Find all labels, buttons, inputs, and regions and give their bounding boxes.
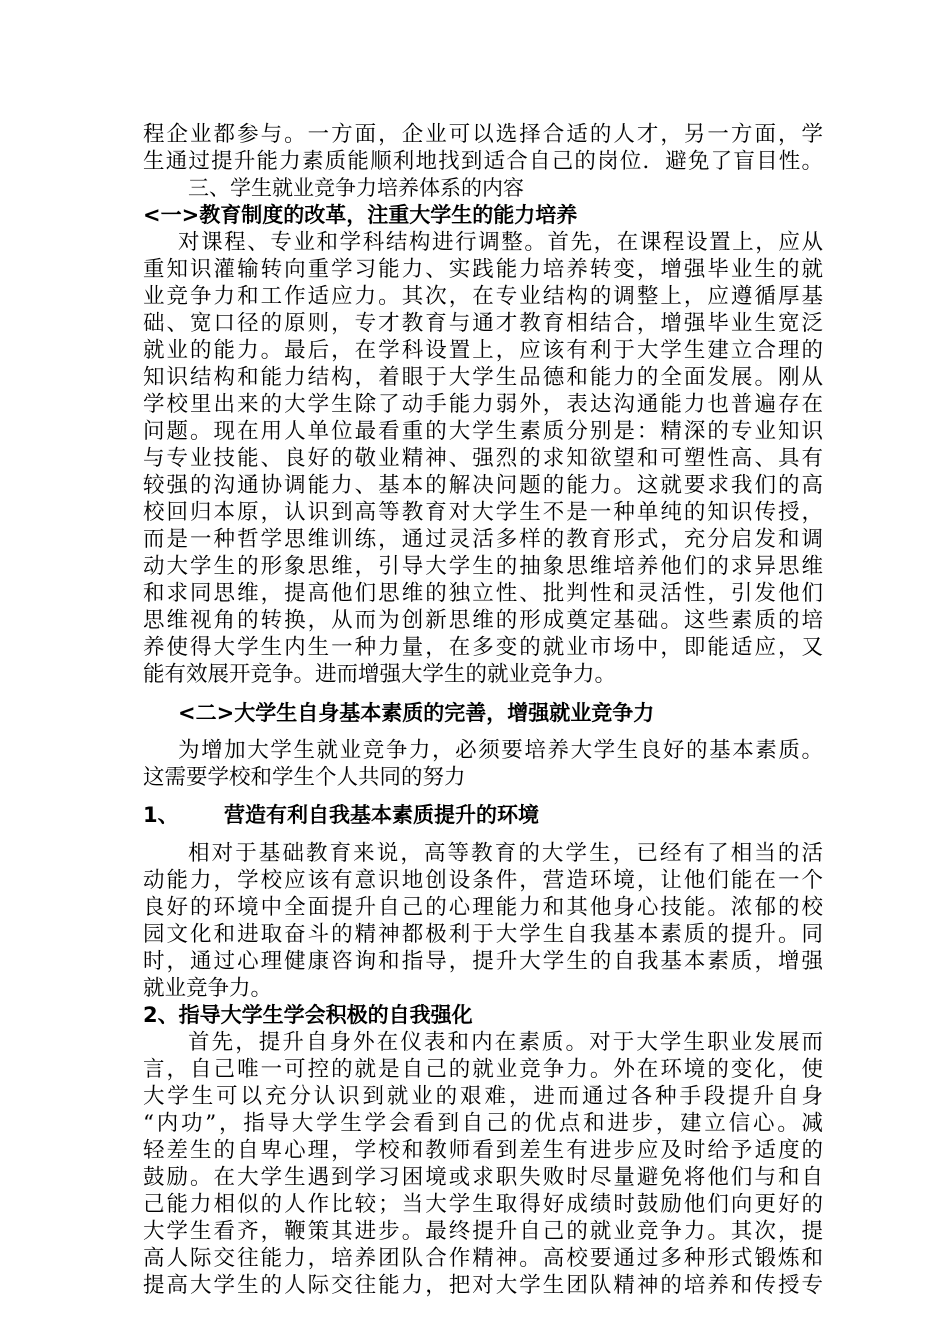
text-line: 时，通过心理健康咨询和指导，提升大学生的自我基本素质，增强 <box>143 949 823 974</box>
text-line: 轻差生的自卑心理，学校和教师看到差生有进步应及时给予适度的 <box>143 1138 823 1163</box>
text-line: 动能力，学校应该有意识地创设条件，营造环境，让他们能在一个 <box>143 868 823 893</box>
text-line: 为增加大学生就业竞争力，必须要培养大学生良好的基本素质。 <box>178 738 823 763</box>
text-line: 言，自己唯一可控的就是自己的就业竞争力。外在环境的变化，使 <box>143 1057 823 1082</box>
text-line: 与专业技能、良好的敬业精神、强烈的求知欲望和可塑性高、具有 <box>143 446 823 471</box>
text-line: 首先，提升自身外在仪表和内在素质。对于大学生职业发展而 <box>188 1030 823 1055</box>
text-line: 相对于基础教育来说，高等教育的大学生，已经有了相当的活 <box>188 841 823 866</box>
text-line: 良好的环境中全面提升自己的心理能力和其他身心技能。浓郁的校 <box>143 895 823 920</box>
text-line: 和求同思维，提高他们思维的独立性、批判性和灵活性，引发他们 <box>143 581 823 606</box>
text-line: 校回归本原，认识到高等教育对大学生不是一种单纯的知识传授， <box>143 500 823 525</box>
item-2-title: 2、指导大学生学会积极的自我强化 <box>143 1003 473 1027</box>
text-line: 这需要学校和学生个人共同的努力 <box>143 765 466 790</box>
text-line: 高人际交往能力，培养团队合作精神。高校要通过多种形式锻炼和 <box>143 1246 823 1271</box>
text-line: 能有效展开竞争。进而增强大学生的就业竞争力。 <box>143 662 617 687</box>
item-1-number: 1、 <box>143 803 179 827</box>
text-line: 大学生看齐，鞭策其进步。最终提升自己的就业竞争力。其次，提 <box>143 1219 823 1244</box>
text-line: “内功”，指导大学生学会看到自己的优点和进步，建立信心。减 <box>143 1111 823 1136</box>
text-line: 础、宽口径的原则，专才教育与通才教育相结合，增强毕业生宽泛 <box>143 311 823 336</box>
text-line: 思维视角的转换，从而为创新思维的形成奠定基础。这些素质的培 <box>143 608 823 633</box>
text-line: 提高大学生的人际交往能力，把对大学生团队精神的培养和传授专 <box>143 1273 823 1298</box>
text-line: 问题。现在用人单位最看重的大学生素质分别是：精深的专业知识 <box>143 419 823 444</box>
text-line: 较强的沟通协调能力、基本的解决问题的能力。这就要求我们的高 <box>143 473 823 498</box>
text-line: 程企业都参与。一方面，企业可以选择合适的人才，另一方面，学 <box>143 122 823 147</box>
text-line: 知识结构和能力结构，着眼于大学生品德和能力的全面发展。刚从 <box>143 365 823 390</box>
text-line: 己能力相似的人作比较；当大学生取得好成绩时鼓励他们向更好的 <box>143 1192 823 1217</box>
text-line: 学校里出来的大学生除了动手能力弱外，表达沟通能力也普遍存在 <box>143 392 823 417</box>
text-line: 鼓励。在大学生遇到学习困境或求职失败时尽量避免将他们与和自 <box>143 1165 823 1190</box>
text-line: 而是一种哲学思维训练，通过灵活多样的教育形式，充分启发和调 <box>143 527 823 552</box>
text-line: 大学生可以充分认识到就业的艰难，进而通过各种手段提升自身 <box>143 1084 823 1109</box>
text-line: 生通过提升能力素质能顺利地找到适合自己的岗位．避免了盲目性。 <box>143 149 823 174</box>
subsection-1-title: <一>教育制度的改革，注重大学生的能力培养 <box>143 203 578 227</box>
text-line: 园文化和进取奋斗的精神都极利于大学生自我基本素质的提升。同 <box>143 922 823 947</box>
text-line: 就业竞争力。 <box>143 976 273 1001</box>
text-line: 养使得大学生内生一种力量，在多变的就业市场中，即能适应，又 <box>143 635 823 660</box>
text-line: 业竞争力和工作适应力。其次，在专业结构的调整上，应遵循厚基 <box>143 284 823 309</box>
text-line: 动大学生的形象思维，引导大学生的抽象思维培养他们的求异思维 <box>143 554 823 579</box>
item-1-title: 营造有利自我基本素质提升的环境 <box>224 803 539 827</box>
text-line: 对课程、专业和学科结构进行调整。首先，在课程设置上，应从 <box>178 230 823 255</box>
text-line: 重知识灌输转向重学习能力、实践能力培养转变，增强毕业生的就 <box>143 257 823 282</box>
text-line: 就业的能力。最后，在学科设置上，应该有利于大学生建立合理的 <box>143 338 823 363</box>
section-three-title: 三、学生就业竞争力培养体系的内容 <box>188 176 524 200</box>
subsection-2-title: <二>大学生自身基本素质的完善，增强就业竞争力 <box>178 701 655 725</box>
